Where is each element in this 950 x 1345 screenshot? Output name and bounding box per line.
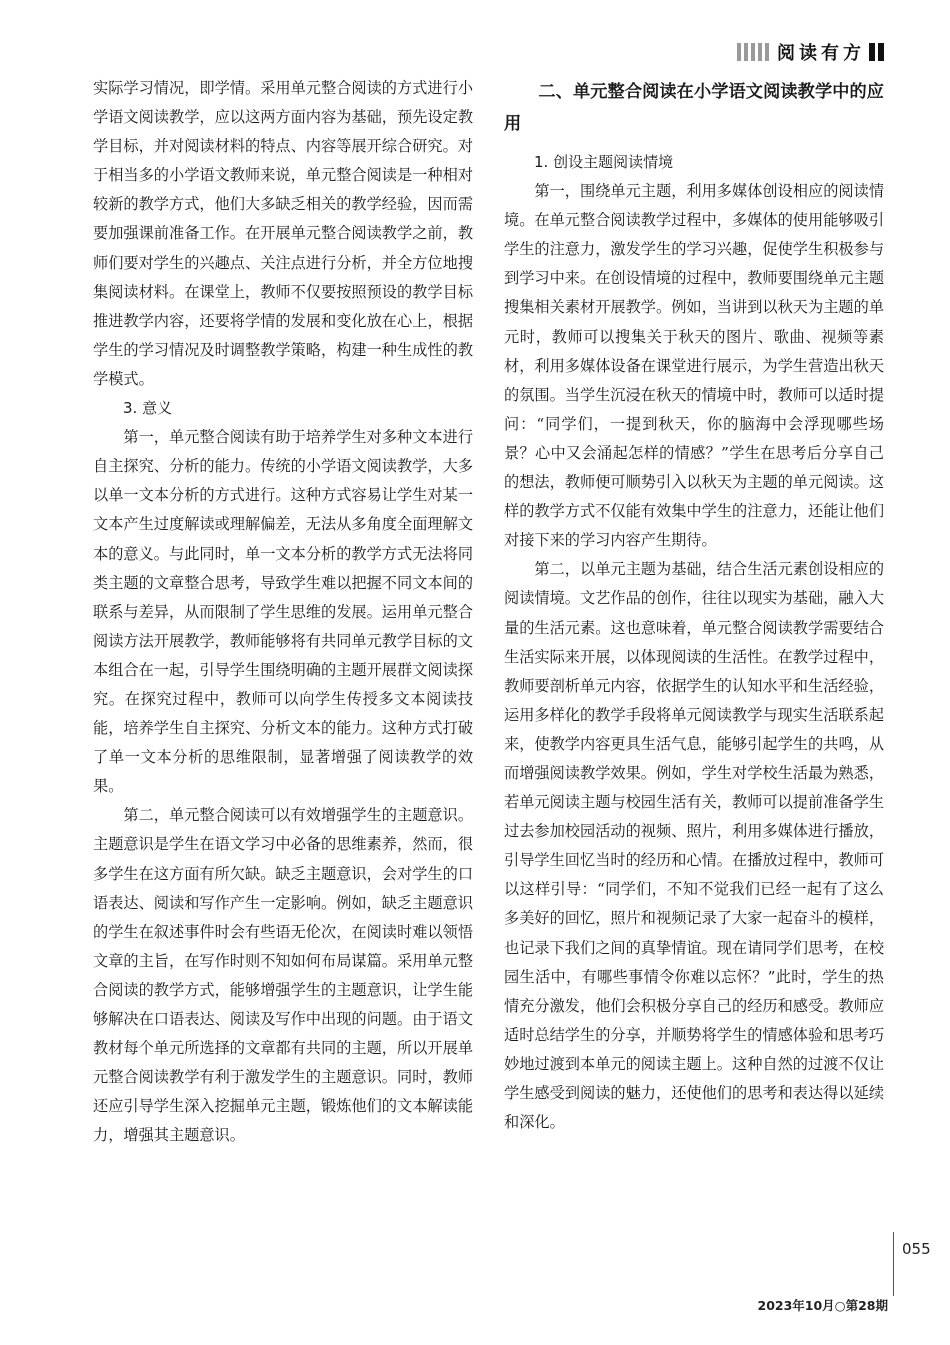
footer-divider (893, 1232, 894, 1296)
section-title: 阅读有方 (777, 43, 865, 64)
paragraph: 第二，以单元主题为基础，结合生活元素创设相应的阅读情境。文艺作品的创作，往往以现实为基础，融入大量的生活元素。这也意味着，单元整合阅读教学需要结合生活实际来开展，以体现阅读的生活性。在教学过程中，教师要剖析单元内容，依据学生的认知水平和生活经验，运用多样化的教学手段将单元阅读教学与现实生活联系起来，使教学内容更具生活气息，能够引起学生的共鸣，从而增强阅读教学效果。例如，学生对学校生活最为熟悉，若单元阅读主题与校园生活有关，教师可以提前准备学生过去参加校园活动的视频、照片，利用多媒体进行播放，引导学生回忆当时的经历和心情。在播放过程中，教师可以这样引导：“同学们，不知不觉我们已经一起有了这么多美好的回忆，照片和视频记录了大家一起奋斗的模样，也记录下我们之间的真挚情谊。现在请同学们思考，在校园生活中，有哪些事情令你难以忘怀？”此时，学生的热情充分激发，他们会积极分享自己的经历和感受。教师应适时总结学生的分享，并顺势将学生的情感体验和思考巧妙地过渡到本单元的阅读主题上。这种自然的过渡不仅让学生感受到阅读的魅力，还使他们的思考和表达得以延续和深化。 (504, 560, 884, 1132)
paragraph-continued: 实际学习情况，即学情。采用单元整合阅读的方式进行小学语文阅读教学，应以这两方面内容为基础，预先设定教学目标，并对阅读材料的特点、内容等展开综合研究。对于相当多的小学语文教师来说，单元整合阅读是一种相对较新的教学方式，他们大多缺乏相关的教学经验，因而需要加强课前准备工作。在开展单元整合阅读教学之前，教师们要对学生的兴趣点、关注点进行分析，并全方位地搜集阅读材料。在课堂上，教师不仅要按照预设的教学目标推进教学内容，还要将学情的发展和变化放在心上，根据学生的学习情况及时调整教学策略，构建一种生成性的教学模式。 (93, 79, 473, 388)
page-number: 055 (902, 1240, 931, 1258)
running-header (737, 38, 884, 66)
left-column (93, 74, 473, 1150)
header-stripes-decoration (737, 43, 769, 61)
section-heading: 二、单元整合阅读在小学语文阅读教学中的应用 (504, 82, 884, 134)
issue-info: 2023年10月○第28期 (757, 1298, 888, 1313)
paragraph: 第二，单元整合阅读可以有效增强学生的主题意识。主题意识是学生在语文学习中必备的思维素养，然而，很多学生在这方面有所欠缺。缺乏主题意识，会对学生的口语表达、阅读和写作产生一定影响。例如，缺乏主题意识的学生在叙述事件时会有些语无伦次，在阅读时难以领悟文章的主旨，在写作时则不知如何布局谋篇。采用单元整合阅读的教学方式，能够增强学生的主题意识，让学生能够解决在口语表达、阅读及写作中出现的问题。由于语文教材每个单元所选择的文章都有共同的主题，所以开展单元整合阅读教学有利于激发学生的主题意识。同时，教师还应引导学生深入挖掘单元主题，锻炼他们的文本解读能力，增强其主题意识。 (93, 806, 473, 1145)
right-column (504, 74, 884, 1137)
paragraph: 第一，围绕单元主题，利用多媒体创设相应的阅读情境。在单元整合阅读教学过程中，多媒体的使用能够吸引学生的注意力，激发学生的学习兴趣，促使学生积极参与到学习中来。在创设情境的过程中，教师要围绕单元主题搜集相关素材开展教学。例如，当讲到以秋天为主题的单元时，教师可以搜集关于秋天的图片、歌曲、视频等素材，利用多媒体设备在课堂进行展示，为学生营造出秋天的氛围。当学生沉浸在秋天的情境中时，教师可以适时提问：“同学们，一提到秋天，你的脑海中会浮现哪些场景？心中又会涌起怎样的情感？”学生在思考后分享自己的想法，教师便可顺势引入以秋天为主题的单元阅读。这样的教学方式不仅能有效集中学生的注意力，还能让他们对接下来的学习内容产生期待。 (504, 182, 884, 550)
paragraph: 第一，单元整合阅读有助于培养学生对多种文本进行自主探究、分析的能力。传统的小学语文阅读教学，大多以单一文本分析的方式进行。这种方式容易让学生对某一文本产生过度解读或理解偏差，无法从多角度全面理解文本的意义。与此同时，单一文本分析的教学方式无法将同类主题的文章整合思考，导致学生难以把握不同文本间的联系与差异，从而限制了学生思维的发展。运用单元整合阅读方法开展教学，教师能够将有共同单元教学目标的文本组合在一起，引导学生围绕明确的主题开展群文阅读探究。在探究过程中，教师可以向学生传授多文本阅读技能，培养学生自主探究、分析文本的能力。这种方式打破了单一文本分析的思维限制，显著增强了阅读教学的效果。 (93, 428, 473, 796)
header-bars-decoration (869, 43, 884, 61)
subheading-theme-context: 1. 创设主题阅读情境 (534, 153, 674, 171)
subheading-significance: 3. 意义 (123, 399, 173, 418)
